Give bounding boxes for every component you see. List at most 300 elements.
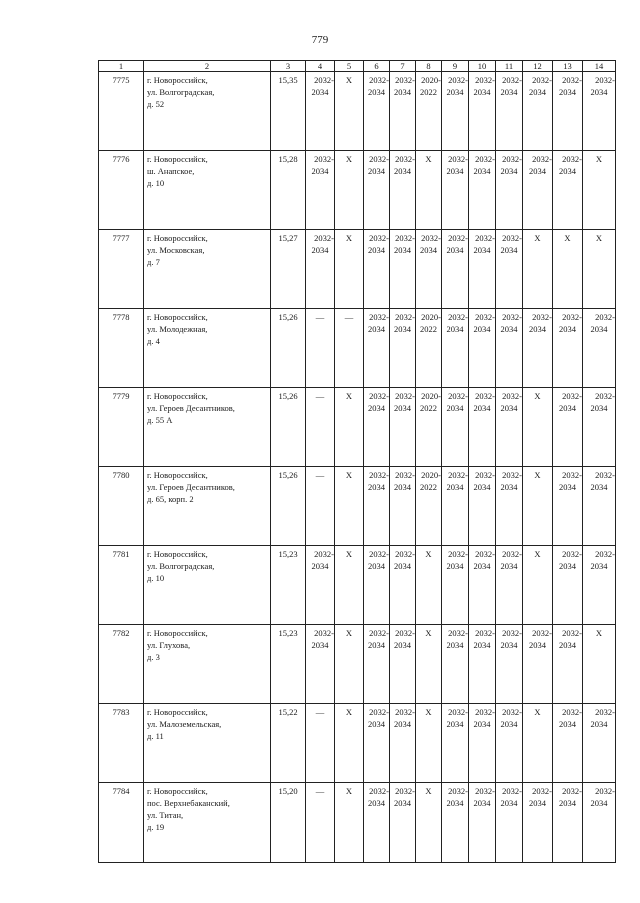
period-start: 2032- xyxy=(502,154,522,164)
period-cell xyxy=(390,783,416,863)
period-cell xyxy=(390,309,416,388)
period-end: 2034 xyxy=(311,640,329,650)
period-end: 2034 xyxy=(368,403,385,413)
period-end: 2034 xyxy=(529,166,546,176)
period-cell: X xyxy=(416,783,442,863)
period-end: 2034 xyxy=(446,798,464,808)
period-cell: — xyxy=(335,309,364,388)
period-start: 2032- xyxy=(448,391,468,401)
period-cell: X xyxy=(335,546,364,625)
period-cell xyxy=(364,704,390,783)
period-start: 2032- xyxy=(595,75,615,85)
address-line: д. 55 А xyxy=(147,415,173,425)
row-number: 7784 xyxy=(99,783,144,863)
period-start: 2032- xyxy=(562,154,582,164)
address-cell xyxy=(144,72,271,151)
period-end: 2034 xyxy=(590,324,608,334)
period-cell xyxy=(553,151,583,230)
period-end: 2034 xyxy=(394,245,411,255)
period-end: 2034 xyxy=(529,640,546,650)
area-cell: 15,23 xyxy=(271,625,306,704)
period-cell xyxy=(553,72,583,151)
period-cell: X xyxy=(416,625,442,704)
period-start: 2020- xyxy=(421,75,441,85)
address-cell xyxy=(144,151,271,230)
address-line: д. 3 xyxy=(147,652,160,662)
address-line: ул. Титан, xyxy=(147,810,184,820)
period-cell: — xyxy=(306,704,335,783)
row-number: 7775 xyxy=(99,72,144,151)
period-start: 2032- xyxy=(369,786,389,796)
period-end: 2022 xyxy=(420,87,437,97)
period-cell: X xyxy=(416,704,442,783)
period-start: 2032- xyxy=(395,470,415,480)
period-cell: X xyxy=(523,467,553,546)
period-start: 2032- xyxy=(448,707,468,717)
address-line: ул. Московская, xyxy=(147,245,205,255)
period-end: 2034 xyxy=(446,561,464,571)
period-cell xyxy=(469,309,496,388)
period-end: 2034 xyxy=(500,87,518,97)
table-row xyxy=(99,230,616,309)
period-end: 2034 xyxy=(311,87,329,97)
period-start: 2032- xyxy=(475,707,495,717)
period-cell xyxy=(469,467,496,546)
area-cell: 15,26 xyxy=(271,467,306,546)
address-line: д. 10 xyxy=(147,178,165,188)
address-cell xyxy=(144,230,271,309)
period-cell xyxy=(442,309,469,388)
period-start: 2032- xyxy=(595,549,615,559)
period-cell xyxy=(469,546,496,625)
period-start: 2032- xyxy=(475,312,495,322)
period-start: 2032- xyxy=(562,628,582,638)
period-start: 2032- xyxy=(562,470,582,480)
period-cell xyxy=(583,704,616,783)
period-cell: X xyxy=(335,625,364,704)
period-end: 2034 xyxy=(559,324,576,334)
address-line: г. Новороссийск, xyxy=(147,154,208,164)
address-line: г. Новороссийск, xyxy=(147,312,208,322)
period-end: 2034 xyxy=(500,324,518,334)
period-end: 2034 xyxy=(311,166,329,176)
column-header: 14 xyxy=(583,61,616,72)
period-end: 2034 xyxy=(394,87,411,97)
table-row xyxy=(99,625,616,704)
period-end: 2034 xyxy=(311,245,329,255)
period-start: 2032- xyxy=(595,786,615,796)
period-end: 2034 xyxy=(446,403,464,413)
period-end: 2034 xyxy=(559,482,576,492)
column-header: 4 xyxy=(306,61,335,72)
period-start: 2032- xyxy=(448,628,468,638)
period-cell: X xyxy=(416,151,442,230)
period-cell: X xyxy=(583,151,616,230)
page-number: 779 xyxy=(311,34,329,46)
address-line: ш. Анапское, xyxy=(147,166,195,176)
period-cell: — xyxy=(306,783,335,863)
period-end: 2034 xyxy=(500,561,518,571)
period-start: 2032- xyxy=(395,391,415,401)
period-start: 2032- xyxy=(532,312,552,322)
period-end: 2034 xyxy=(368,640,385,650)
period-cell: X xyxy=(523,230,553,309)
period-cell xyxy=(442,72,469,151)
period-start: 2032- xyxy=(532,154,552,164)
period-start: 2032- xyxy=(475,470,495,480)
period-end: 2034 xyxy=(500,166,518,176)
period-start: 2032- xyxy=(502,707,522,717)
address-line: г. Новороссийск, xyxy=(147,628,208,638)
period-end: 2034 xyxy=(590,482,608,492)
address-cell xyxy=(144,625,271,704)
period-cell xyxy=(364,151,390,230)
period-cell xyxy=(364,388,390,467)
period-end: 2034 xyxy=(529,87,546,97)
period-start: 2032- xyxy=(314,75,334,85)
period-end: 2034 xyxy=(394,561,411,571)
period-start: 2032- xyxy=(314,154,334,164)
period-end: 2034 xyxy=(473,719,491,729)
address-line: пос. Верхнебаканский, xyxy=(147,798,230,808)
address-line: д. 19 xyxy=(147,822,165,832)
period-start: 2032- xyxy=(314,233,334,243)
period-cell: X xyxy=(335,704,364,783)
period-cell xyxy=(442,467,469,546)
period-end: 2034 xyxy=(368,719,385,729)
column-header: 11 xyxy=(496,61,523,72)
area-cell: 15,26 xyxy=(271,388,306,467)
period-cell xyxy=(390,230,416,309)
period-end: 2034 xyxy=(473,87,491,97)
address-cell xyxy=(144,388,271,467)
area-cell: 15,28 xyxy=(271,151,306,230)
period-start: 2032- xyxy=(395,549,415,559)
period-cell xyxy=(306,230,335,309)
period-cell: X xyxy=(335,230,364,309)
period-start: 2032- xyxy=(314,628,334,638)
period-end: 2034 xyxy=(446,245,464,255)
column-header: 10 xyxy=(469,61,496,72)
period-end: 2034 xyxy=(368,561,385,571)
period-end: 2034 xyxy=(394,719,411,729)
row-number: 7780 xyxy=(99,467,144,546)
period-start: 2032- xyxy=(369,312,389,322)
period-start: 2032- xyxy=(562,391,582,401)
period-start: 2032- xyxy=(532,628,552,638)
period-start: 2032- xyxy=(395,786,415,796)
period-cell xyxy=(442,704,469,783)
period-start: 2032- xyxy=(502,786,522,796)
period-end: 2034 xyxy=(529,324,546,334)
period-cell xyxy=(553,388,583,467)
period-start: 2032- xyxy=(395,75,415,85)
period-cell xyxy=(496,546,523,625)
period-start: 2032- xyxy=(502,628,522,638)
period-start: 2032- xyxy=(475,391,495,401)
period-cell: — xyxy=(306,467,335,546)
period-cell xyxy=(364,309,390,388)
period-end: 2034 xyxy=(590,798,608,808)
period-cell xyxy=(416,388,442,467)
period-cell: X xyxy=(523,388,553,467)
period-cell xyxy=(496,467,523,546)
period-start: 2032- xyxy=(395,707,415,717)
address-line: г. Новороссийск, xyxy=(147,549,208,559)
period-cell xyxy=(496,388,523,467)
period-end: 2034 xyxy=(394,798,411,808)
period-start: 2032- xyxy=(395,628,415,638)
address-line: д. 65, корп. 2 xyxy=(147,494,194,504)
period-cell: X xyxy=(335,783,364,863)
period-cell xyxy=(469,72,496,151)
period-cell xyxy=(469,151,496,230)
period-start: 2032- xyxy=(369,707,389,717)
column-header: 3 xyxy=(271,61,306,72)
period-end: 2034 xyxy=(394,482,411,492)
period-start: 2032- xyxy=(448,233,468,243)
period-end: 2034 xyxy=(500,719,518,729)
period-end: 2022 xyxy=(420,482,437,492)
period-start: 2032- xyxy=(369,233,389,243)
period-end: 2034 xyxy=(368,324,385,334)
address-line: г. Новороссийск, xyxy=(147,786,208,796)
period-end: 2022 xyxy=(420,403,437,413)
period-start: 2032- xyxy=(395,154,415,164)
period-cell xyxy=(442,388,469,467)
period-start: 2032- xyxy=(475,786,495,796)
header-row xyxy=(99,61,616,72)
period-end: 2034 xyxy=(559,87,576,97)
period-end: 2034 xyxy=(473,403,491,413)
period-start: 2032- xyxy=(421,233,441,243)
period-end: 2034 xyxy=(394,166,411,176)
area-cell: 15,22 xyxy=(271,704,306,783)
period-cell xyxy=(364,230,390,309)
period-start: 2032- xyxy=(369,549,389,559)
period-end: 2034 xyxy=(473,245,491,255)
period-start: 2032- xyxy=(448,549,468,559)
period-end: 2034 xyxy=(473,640,491,650)
address-line: г. Новороссийск, xyxy=(147,470,208,480)
table-row xyxy=(99,309,616,388)
row-number: 7782 xyxy=(99,625,144,704)
area-cell: 15,26 xyxy=(271,309,306,388)
period-cell xyxy=(496,72,523,151)
address-line: ул. Глухова, xyxy=(147,640,191,650)
period-start: 2032- xyxy=(502,233,522,243)
address-line: д. 7 xyxy=(147,257,160,267)
address-line: г. Новороссийск, xyxy=(147,233,208,243)
table-row xyxy=(99,546,616,625)
period-end: 2034 xyxy=(368,166,385,176)
period-cell xyxy=(523,72,553,151)
period-end: 2034 xyxy=(590,719,608,729)
period-end: 2034 xyxy=(559,403,576,413)
period-cell xyxy=(553,467,583,546)
period-cell xyxy=(583,72,616,151)
area-cell: 15,20 xyxy=(271,783,306,863)
period-start: 2032- xyxy=(395,312,415,322)
period-cell xyxy=(416,467,442,546)
address-line: д. 10 xyxy=(147,573,165,583)
address-line: ул. Малоземельская, xyxy=(147,719,222,729)
period-cell: — xyxy=(306,309,335,388)
period-end: 2034 xyxy=(473,798,491,808)
period-cell xyxy=(364,467,390,546)
period-cell xyxy=(583,783,616,863)
area-cell: 15,27 xyxy=(271,230,306,309)
address-line: ул. Волгоградская, xyxy=(147,561,215,571)
period-cell xyxy=(469,625,496,704)
period-end: 2034 xyxy=(473,482,491,492)
address-line: д. 52 xyxy=(147,99,165,109)
address-line: ул. Молодежная, xyxy=(147,324,208,334)
period-cell: X xyxy=(523,546,553,625)
address-line: г. Новороссийск, xyxy=(147,391,208,401)
period-end: 2034 xyxy=(559,719,576,729)
period-cell xyxy=(306,625,335,704)
period-start: 2032- xyxy=(595,470,615,480)
period-start: 2032- xyxy=(502,312,522,322)
period-cell xyxy=(583,467,616,546)
period-cell xyxy=(553,625,583,704)
table-row xyxy=(99,388,616,467)
period-start: 2032- xyxy=(314,549,334,559)
period-end: 2034 xyxy=(394,640,411,650)
period-cell xyxy=(523,151,553,230)
period-start: 2032- xyxy=(595,707,615,717)
table-row xyxy=(99,72,616,151)
period-cell: X xyxy=(523,704,553,783)
period-cell xyxy=(553,704,583,783)
period-end: 2034 xyxy=(446,87,464,97)
period-cell xyxy=(390,151,416,230)
period-end: 2034 xyxy=(473,561,491,571)
period-start: 2032- xyxy=(475,628,495,638)
table-row xyxy=(99,467,616,546)
period-cell xyxy=(523,309,553,388)
period-cell xyxy=(390,546,416,625)
period-end: 2034 xyxy=(446,640,464,650)
period-start: 2032- xyxy=(562,549,582,559)
period-start: 2032- xyxy=(448,312,468,322)
row-number: 7779 xyxy=(99,388,144,467)
period-start: 2032- xyxy=(502,549,522,559)
period-cell xyxy=(496,783,523,863)
period-start: 2032- xyxy=(369,391,389,401)
address-cell xyxy=(144,467,271,546)
period-start: 2032- xyxy=(502,470,522,480)
table-row xyxy=(99,783,616,863)
period-cell xyxy=(496,625,523,704)
period-start: 2032- xyxy=(369,154,389,164)
period-end: 2034 xyxy=(500,640,518,650)
row-number: 7777 xyxy=(99,230,144,309)
address-line: г. Новороссийск, xyxy=(147,75,208,85)
period-end: 2034 xyxy=(559,798,576,808)
period-start: 2032- xyxy=(475,549,495,559)
period-start: 2020- xyxy=(421,312,441,322)
period-cell xyxy=(496,704,523,783)
period-end: 2034 xyxy=(368,87,385,97)
period-end: 2034 xyxy=(473,324,491,334)
period-start: 2032- xyxy=(475,233,495,243)
column-header: 1 xyxy=(99,61,144,72)
period-cell xyxy=(496,309,523,388)
period-start: 2032- xyxy=(369,628,389,638)
period-end: 2034 xyxy=(394,403,411,413)
period-cell xyxy=(306,546,335,625)
period-cell xyxy=(523,625,553,704)
period-end: 2034 xyxy=(500,245,518,255)
period-end: 2034 xyxy=(500,403,518,413)
period-cell xyxy=(364,625,390,704)
address-cell xyxy=(144,546,271,625)
period-cell xyxy=(553,309,583,388)
period-start: 2032- xyxy=(448,470,468,480)
period-end: 2034 xyxy=(529,798,546,808)
period-start: 2032- xyxy=(532,786,552,796)
period-end: 2034 xyxy=(446,324,464,334)
address-line: ул. Героев Десантников, xyxy=(147,403,235,413)
row-number: 7783 xyxy=(99,704,144,783)
period-end: 2034 xyxy=(446,166,464,176)
period-start: 2032- xyxy=(369,470,389,480)
period-cell xyxy=(469,388,496,467)
period-start: 2032- xyxy=(595,391,615,401)
period-start: 2032- xyxy=(595,312,615,322)
address-line: ул. Волгоградская, xyxy=(147,87,215,97)
table-row xyxy=(99,704,616,783)
period-cell xyxy=(390,467,416,546)
period-cell xyxy=(364,783,390,863)
address-cell xyxy=(144,309,271,388)
period-cell xyxy=(416,72,442,151)
period-cell: X xyxy=(583,230,616,309)
period-end: 2034 xyxy=(368,798,385,808)
period-start: 2032- xyxy=(475,75,495,85)
period-cell xyxy=(390,388,416,467)
period-cell xyxy=(496,230,523,309)
address-cell xyxy=(144,783,271,863)
period-cell xyxy=(390,704,416,783)
area-cell: 15,35 xyxy=(271,72,306,151)
period-end: 2034 xyxy=(368,245,385,255)
period-start: 2032- xyxy=(475,154,495,164)
period-cell xyxy=(442,151,469,230)
period-start: 2032- xyxy=(502,75,522,85)
period-end: 2034 xyxy=(446,719,464,729)
period-end: 2034 xyxy=(311,561,329,571)
period-end: 2022 xyxy=(420,324,437,334)
period-cell: X xyxy=(553,230,583,309)
address-line: д. 11 xyxy=(147,731,164,741)
period-end: 2034 xyxy=(368,482,385,492)
period-start: 2032- xyxy=(448,786,468,796)
column-header: 2 xyxy=(144,61,271,72)
period-end: 2034 xyxy=(500,482,518,492)
period-cell xyxy=(442,625,469,704)
period-start: 2032- xyxy=(562,75,582,85)
period-start: 2032- xyxy=(502,391,522,401)
period-start: 2032- xyxy=(448,75,468,85)
address-cell xyxy=(144,704,271,783)
address-line: ул. Героев Десантников, xyxy=(147,482,235,492)
period-start: 2032- xyxy=(395,233,415,243)
period-cell: X xyxy=(335,151,364,230)
period-cell xyxy=(364,72,390,151)
